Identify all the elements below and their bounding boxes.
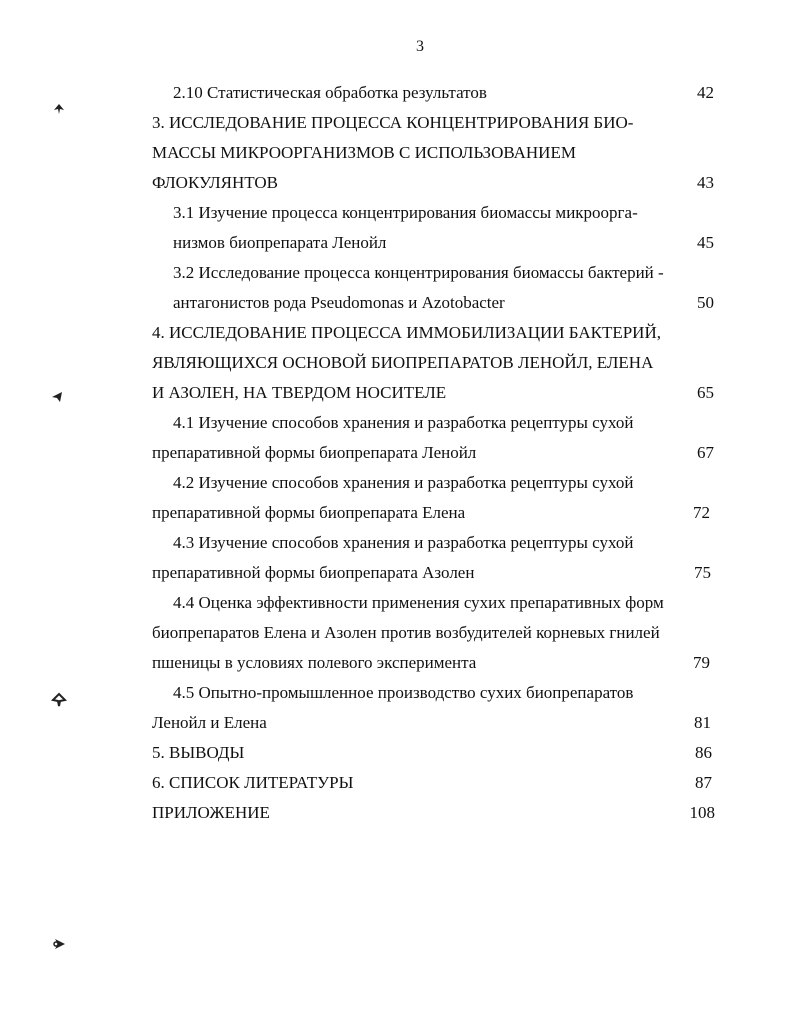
toc-entry-3-2-line-1: 3.2 Исследование процесса концентрирования биомассы бактерий - xyxy=(173,263,664,282)
toc-entry-5-line-1: 5. ВЫВОДЫ xyxy=(152,743,245,762)
toc-entry-4-4-line-2: биопрепаратов Елена и Азолен против возбудителей корневых гнилей xyxy=(152,623,660,642)
toc-entry-3-1-line-2: низмов биопрепарата Ленойл xyxy=(173,233,387,252)
punch-hole-mark-1 xyxy=(52,102,66,121)
toc-entry-4-3-line-1: 4.3 Изучение способов хранения и разработка рецептуры сухой xyxy=(173,533,634,552)
toc-entry-4-page: 65 xyxy=(697,383,714,402)
toc-entry-4-5-line-1: 4.5 Опытно-промышленное производство сухих биопрепаратов xyxy=(173,683,634,702)
toc-entry-4-3-page: 75 xyxy=(694,563,711,582)
toc-entry-4-5-line-2: Ленойл и Елена xyxy=(152,713,267,732)
page-number: 3 xyxy=(416,38,424,55)
toc-entry-2-10-line-1: 2.10 Статистическая обработка результатов xyxy=(173,83,487,102)
toc-entry-3-1-line-1: 3.1 Изучение процесса концентрирования биомассы микроорга- xyxy=(173,203,638,222)
toc-entry-4-4-line-3: пшеницы в условиях полевого эксперимента xyxy=(152,653,477,672)
toc-entry-6-line-1: 6. СПИСОК ЛИТЕРАТУРЫ xyxy=(152,773,354,792)
toc-entry-4-2-page: 72 xyxy=(693,503,710,522)
toc-entry-3-line-1: 3. ИССЛЕДОВАНИЕ ПРОЦЕССА КОНЦЕНТРИРОВАНИЯ БИО- xyxy=(152,113,634,132)
toc-entry-5-page: 86 xyxy=(695,743,712,762)
toc-entry-appendix-line-1: ПРИЛОЖЕНИЕ xyxy=(152,803,270,822)
toc-entry-3-2-line-2: антагонистов рода Pseudomonas и Azotobacter xyxy=(173,293,505,312)
toc-entry-4-4-line-1: 4.4 Оценка эффективности применения сухих препаративных форм xyxy=(173,593,664,612)
toc-entry-6-page: 87 xyxy=(695,773,712,792)
toc-entry-3-line-3: ФЛОКУЛЯНТОВ xyxy=(152,173,278,192)
toc-entry-4-2-line-1: 4.2 Изучение способов хранения и разработка рецептуры сухой xyxy=(173,473,634,492)
toc-entry-4-1-line-2: препаративной формы биопрепарата Ленойл xyxy=(152,443,477,462)
toc-entry-3-line-2: МАССЫ МИКРООРГАНИЗМОВ С ИСПОЛЬЗОВАНИЕМ xyxy=(152,143,576,162)
toc-entry-4-1-line-1: 4.1 Изучение способов хранения и разработка рецептуры сухой xyxy=(173,413,634,432)
toc-entry-3-page: 43 xyxy=(697,173,714,192)
punch-hole-mark-4 xyxy=(52,936,68,957)
toc-entry-3-1-page: 45 xyxy=(697,233,714,252)
punch-hole-mark-2 xyxy=(50,390,64,409)
punch-hole-mark-3 xyxy=(51,692,67,713)
toc-entry-4-line-3: И АЗОЛЕН, НА ТВЕРДОМ НОСИТЕЛЕ xyxy=(152,383,447,402)
toc-entry-4-4-page: 79 xyxy=(693,653,710,672)
toc-entry-3-2-page: 50 xyxy=(697,293,714,312)
toc-entry-4-1-page: 67 xyxy=(697,443,714,462)
toc-entry-4-line-2: ЯВЛЯЮЩИХСЯ ОСНОВОЙ БИОПРЕПАРАТОВ ЛЕНОЙЛ, ЕЛЕНА xyxy=(152,353,654,372)
toc-entry-4-5-page: 81 xyxy=(694,713,711,732)
toc-entry-4-3-line-2: препаративной формы биопрепарата Азолен xyxy=(152,563,475,582)
toc-entry-2-10-page: 42 xyxy=(697,83,714,102)
toc-entry-4-2-line-2: препаративной формы биопрепарата Елена xyxy=(152,503,466,522)
toc-entry-4-line-1: 4. ИССЛЕДОВАНИЕ ПРОЦЕССА ИММОБИЛИЗАЦИИ БАКТЕРИЙ, xyxy=(152,323,661,342)
toc-entry-appendix-page: 108 xyxy=(689,803,715,822)
